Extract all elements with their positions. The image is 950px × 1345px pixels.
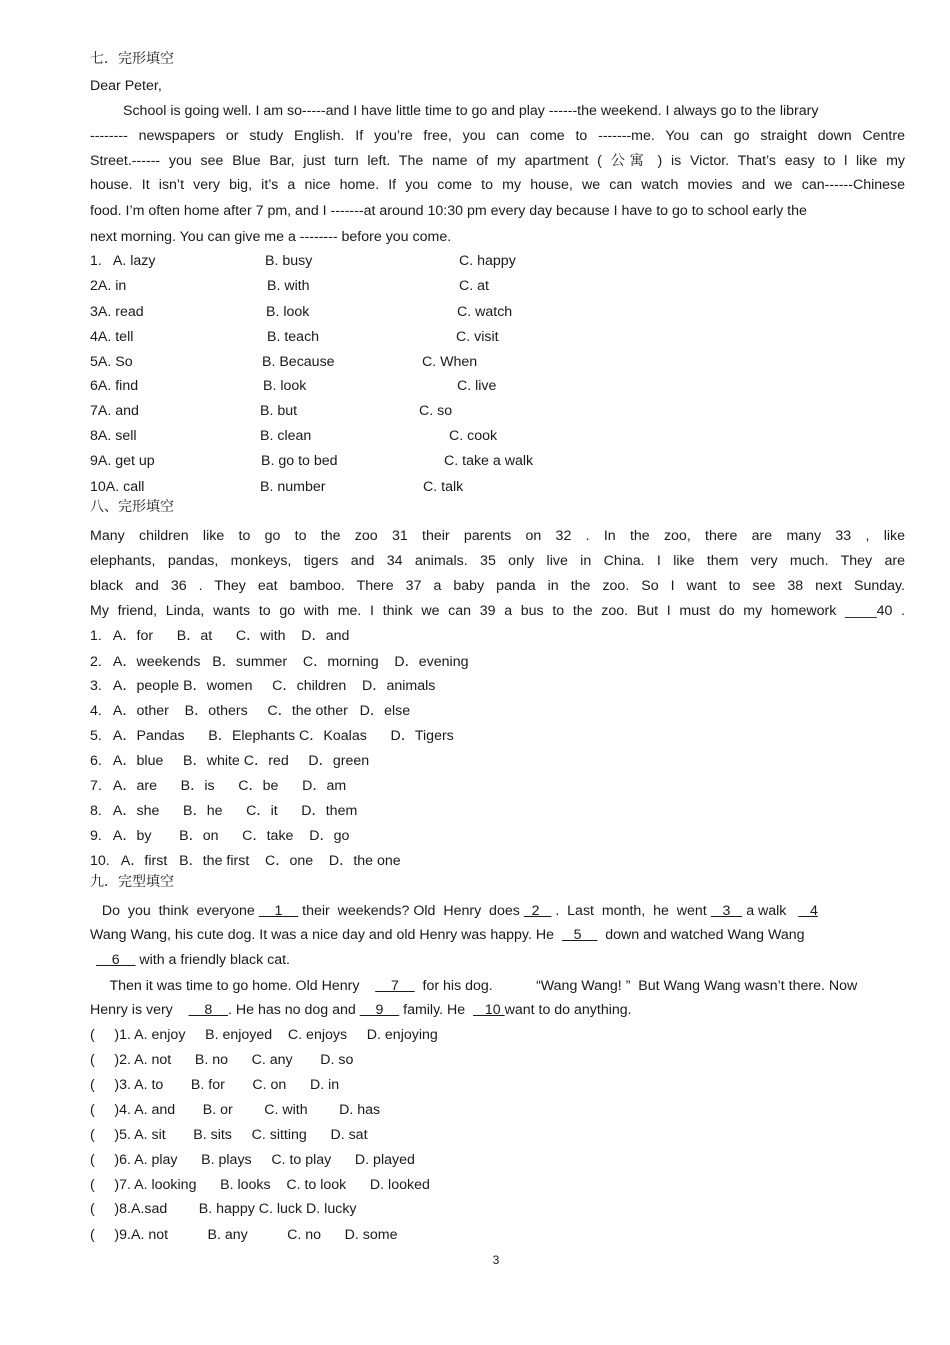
question-options: 6. A．blue B．white C．red D．green [90,753,370,769]
passage-text: with a friendly black cat. [135,952,290,968]
question-options: 10. A．first B．the first C．one D．the one [90,853,401,869]
passage-8-line-4: My friend, Linda, wants to go with me. I think we can 39 a bus to the zoo. But I must do my homework ____40 . [90,603,905,619]
question-options: 3. A．people B．women C．children D．animals [90,678,436,694]
passage-text: down and watched Wang Wang [597,927,805,943]
passage-text: Then it was time to go home. Old Henry [90,978,360,994]
option-a: 10A. call [90,479,145,495]
blank-5: 5 [561,927,598,943]
option-b: B. number [260,479,326,495]
passage-9-line-5 [90,1001,632,1019]
question-options: 8. A．she B．he C．it D．them [90,803,358,819]
question-options: ( )6. A. play B. plays C. to play D. played [90,1152,415,1168]
option-c: C. so [419,403,453,419]
passage-text: a walk [742,903,787,919]
question-options: ( )7. A. looking B. looks C. to look D. looked [90,1177,430,1193]
blank-10: 10 [473,1002,505,1018]
question-options: 4. A．other B．others C．the other D．else [90,703,411,719]
question-options: 1. A．for B．at C．with D．and [90,628,350,644]
option-b: B. with [267,278,310,294]
passage-7-line-3: Street.------ you see Blue Bar, just turn left. The name of my apartment ( 公寓 ) is Victor. That’s easy to l like my [90,153,905,169]
question-options: ( )3. A. to B. for C. on D. in [90,1077,340,1093]
question-options: 2. A．weekends B．summer C．morning D．evening [90,654,469,670]
passage-8-line-1: Many children like to go to the zoo 31 their parents on 32 . In the zoo, there are many 33 , like [90,528,905,544]
section-9-heading: 九．完型填空 [90,874,174,890]
passage-7-line-5: food. I’m often home after 7 pm, and I -------at around 10:30 pm every day because I have to go to school early the [90,203,807,219]
option-b: B. but [260,403,298,419]
option-a: 8A. sell [90,428,137,444]
option-a: 2A. in [90,278,127,294]
passage-7-line-2: -------- newspapers or study English. If you’re free, you can come to -------me. You can go straight down Centre [90,128,905,144]
blank-4: 4 [798,903,818,919]
option-c: C. at [459,278,489,294]
question-options: ( )8.A.sad B. happy C. luck D. lucky [90,1201,357,1217]
passage-text: Wang Wang, his cute dog. It was a nice day and old Henry was happy. He [90,927,554,943]
passage-text: Henry is very [90,1002,173,1018]
option-a: 3A. read [90,304,144,320]
option-b: B. Because [262,354,335,370]
passage-text: . Last month, he went [551,903,707,919]
question-options: 5. A．Pandas B．Elephants C．Koalas D．Tigers [90,728,454,744]
option-b: B. look [266,304,310,320]
option-c: C. When [422,354,478,370]
blank-8: 8 [188,1002,228,1018]
question-options: ( )2. A. not B. no C. any D. so [90,1052,354,1068]
letter-salutation: Dear Peter, [90,78,162,94]
option-c: C. cook [449,428,498,444]
option-c: C. visit [456,329,499,345]
section-7-heading: 七．完形填空 [90,51,174,67]
passage-9-line-1 [90,902,905,920]
page-number: 3 [492,1253,500,1267]
question-options: 7. A．are B．is C．be D．am [90,778,347,794]
passage-9-line-3 [96,951,290,969]
passage-8-line-2: elephants, pandas, monkeys, tigers and 34 animals. 35 only live in China. I like them very much. They are [90,553,905,569]
question-options: ( )1. A. enjoy B. enjoyed C. enjoys D. enjoying [90,1027,438,1043]
blank-9: 9 [359,1002,400,1018]
option-b: B. busy [265,253,313,269]
passage-8-line-3: black and 36 . They eat bamboo. There 37 a baby panda in the zoo. So I want to see 38 next Sunday. [90,578,905,594]
option-c: C. happy [459,253,516,269]
option-c: C. talk [423,479,464,495]
option-a: 4A. tell [90,329,134,345]
blank-6: 6 [96,952,136,968]
passage-text: family. He [399,1002,466,1018]
option-b: B. look [263,378,307,394]
question-options: ( )4. A. and B. or C. with D. has [90,1102,381,1118]
section-8-heading: 八、完形填空 [90,499,174,515]
option-a: 6A. find [90,378,139,394]
passage-text: for his dog. “Wang Wang! ” But Wang Wang wasn’t there. Now [414,978,858,994]
option-a: 9A. get up [90,453,155,469]
question-options: ( )5. A. sit B. sits C. sitting D. sat [90,1127,368,1143]
passage-text: their weekends? Old Henry does [298,903,520,919]
passage-text: . He has no dog and [228,1002,356,1018]
passage-text: Do you think everyone [90,903,255,919]
question-options: ( )9.A. not B. any C. no D. some [90,1227,398,1243]
passage-9-line-4 [90,977,950,995]
option-a: 5A. So [90,354,133,370]
passage-9-line-2 [90,926,805,944]
passage-7-line-1: School is going well. I am so-----and I have little time to go and play ------the weekend. I always go to the library [123,103,819,119]
passage-7-line-6: next morning. You can give me a -------- before you come. [90,229,452,245]
question-options: 9. A．by B．on C．take D．go [90,828,350,844]
option-c: C. take a walk [444,453,534,469]
option-a: 1. A. lazy [90,253,156,269]
passage-7-line-4: house. It isn’t very big, it’s a nice home. If you come to my house, we can watch movies and we can------Chinese [90,177,905,193]
option-b: B. go to bed [261,453,338,469]
passage-text: want to do anything. [504,1002,632,1018]
option-b: B. teach [267,329,320,345]
option-b: B. clean [260,428,312,444]
blank-1: 1 [258,903,299,919]
blank-3: 3 [710,903,743,919]
option-a: 7A. and [90,403,139,419]
blank-2: 2 [523,903,552,919]
option-c: C. live [457,378,497,394]
option-c: C. watch [457,304,513,320]
blank-7: 7 [375,978,415,994]
